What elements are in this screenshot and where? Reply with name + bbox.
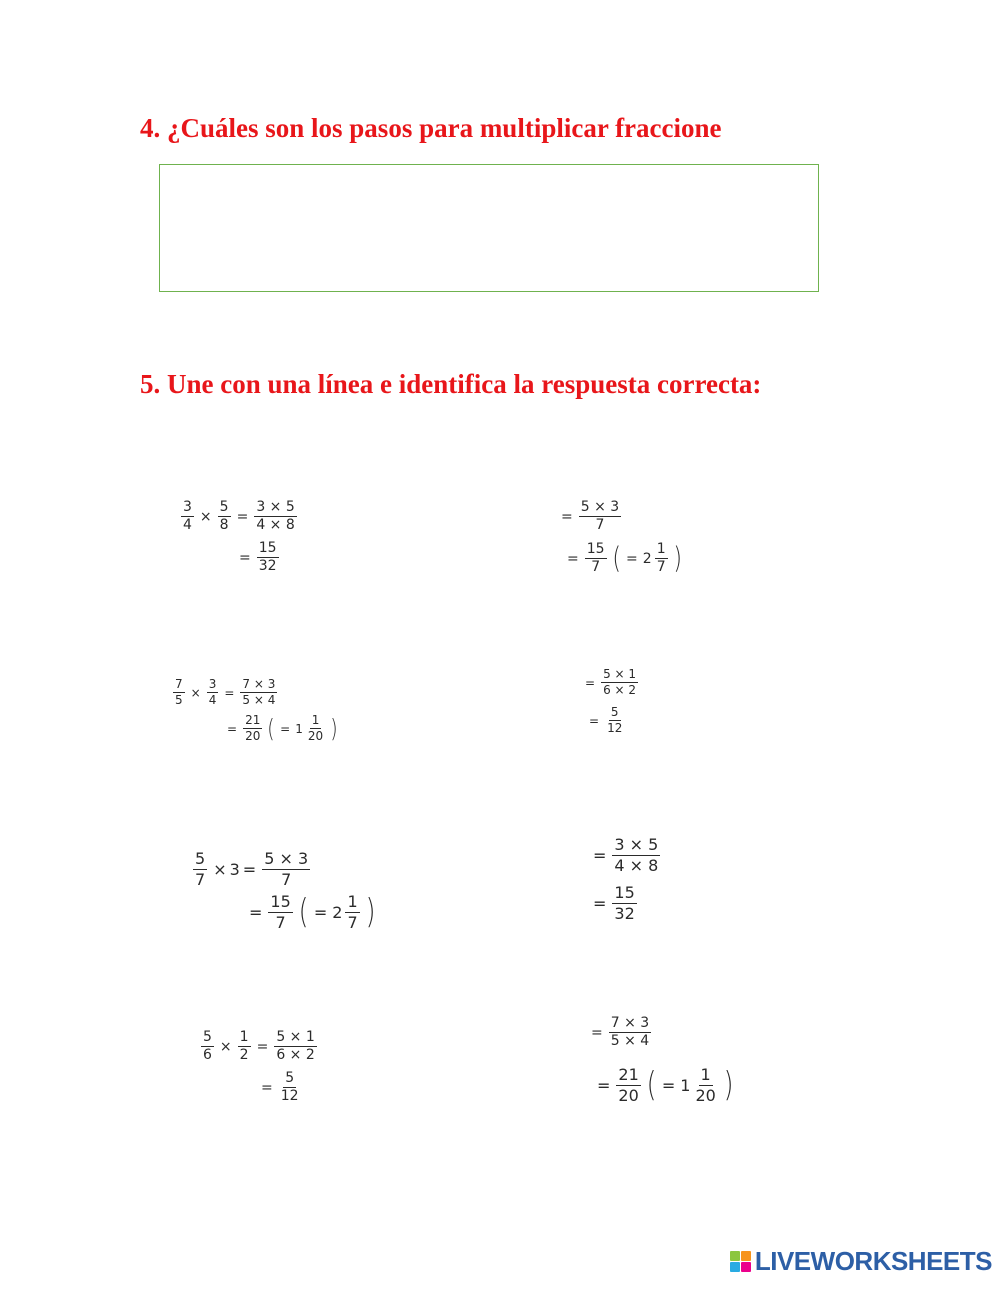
fraction: $\frac{15}{7}$ [270, 892, 291, 932]
fraction: $\frac{7 \times 3}{5 \times 4}$ [242, 677, 276, 708]
right-answer-3-result: = $\frac{15}{32}$ [593, 883, 635, 923]
fraction: $\frac{5 \times 1}{6 \times 2}$ [603, 667, 637, 698]
right-answer-2-result: = $\frac{5}{12}$ [589, 705, 623, 736]
fraction: $\frac{3 \times 5}{4 \times 8}$ [256, 499, 295, 534]
right-answer-2[interactable]: = $\frac{5 \times 1}{6 \times 2}$ [585, 667, 637, 698]
fraction: $\frac{5 \times 3}{7}$ [580, 499, 620, 534]
right-answer-4-result: = $\frac{21}{20}$ ( = 1 $\frac{1}{20}$ ) [597, 1065, 734, 1105]
left-expression-2[interactable]: $\frac{7}{5}$ × $\frac{3}{4}$ = $\frac{7 \times 3}{5 \times 4}$ [175, 677, 276, 708]
left-result-4: = $\frac{5}{12}$ [261, 1070, 299, 1105]
left-expression-1[interactable]: $\frac{3}{4}$ × $\frac{5}{8}$ = $\frac{3 \times 5}{4 \times 8}$ [183, 499, 295, 534]
fraction: $\frac{3}{4}$ [208, 677, 217, 708]
fraction: $\frac{21}{20}$ [618, 1065, 639, 1105]
left-result-3: = $\frac{15}{7}$ ( = 2 $\frac{1}{7}$ ) [249, 892, 376, 932]
fraction: $\frac{7 \times 3}{5 \times 4}$ [610, 1015, 650, 1050]
fraction: $\frac{3 \times 5}{4 \times 8}$ [614, 835, 659, 875]
fraction: $\frac{5}{8}$ [219, 499, 229, 534]
left-result-2: = $\frac{21}{20}$ ( = 1 $\frac{1}{20}$ ) [227, 713, 338, 744]
fraction: $\frac{5 \times 1}{6 \times 2}$ [276, 1029, 315, 1064]
fraction: $\frac{5}{12}$ [280, 1070, 299, 1105]
left-expression-4[interactable]: $\frac{5}{6}$ × $\frac{1}{2}$ = $\frac{5 \times 1}{6 \times 2}$ [203, 1029, 315, 1064]
right-answer-3[interactable]: = $\frac{3 \times 5}{4 \times 8}$ [593, 835, 659, 875]
logo-icon [730, 1251, 751, 1272]
right-answer-4[interactable]: = $\frac{7 \times 3}{5 \times 4}$ [591, 1015, 650, 1050]
fraction: $\frac{5}{12}$ [607, 705, 623, 736]
right-answer-1[interactable]: = $\frac{5 \times 3}{7}$ [561, 499, 620, 534]
question-4-answer-input[interactable] [159, 164, 819, 292]
fraction: $\frac{1}{20}$ [307, 713, 324, 744]
fraction: $\frac{1}{7}$ [347, 892, 358, 932]
question-4-title: 4. ¿Cuáles son los pasos para multiplicar fraccione [140, 113, 722, 143]
fraction: $\frac{15}{32}$ [614, 883, 635, 923]
question-5-title: 5. Une con una línea e identifica la respuesta correcta: [140, 369, 762, 399]
fraction: $\frac{15}{32}$ [258, 540, 277, 575]
left-result-1: = $\frac{15}{32}$ [239, 540, 277, 575]
fraction: $\frac{5}{7}$ [195, 849, 206, 889]
fraction: $\frac{7}{5}$ [175, 677, 183, 708]
fraction: $\frac{21}{20}$ [245, 713, 261, 744]
fraction: $\frac{15}{7}$ [586, 541, 605, 576]
logo-text: LIVEWORKSHEETS [754, 1246, 992, 1276]
fraction: $\frac{3}{4}$ [183, 499, 192, 534]
liveworksheets-logo[interactable] [730, 1246, 992, 1277]
fraction: $\frac{1}{7}$ [656, 541, 666, 576]
right-answer-1-result: = $\frac{15}{7}$ ( = 2 $\frac{1}{7}$ ) [567, 541, 682, 576]
fraction: $\frac{5 \times 3}{7}$ [264, 849, 309, 889]
fraction: $\frac{5}{6}$ [203, 1029, 212, 1064]
fraction: $\frac{1}{2}$ [239, 1029, 249, 1064]
fraction: $\frac{1}{20}$ [695, 1065, 716, 1105]
left-expression-3[interactable]: $\frac{5}{7}$ × 3 = $\frac{5 \times 3}{7}$ [195, 849, 309, 889]
